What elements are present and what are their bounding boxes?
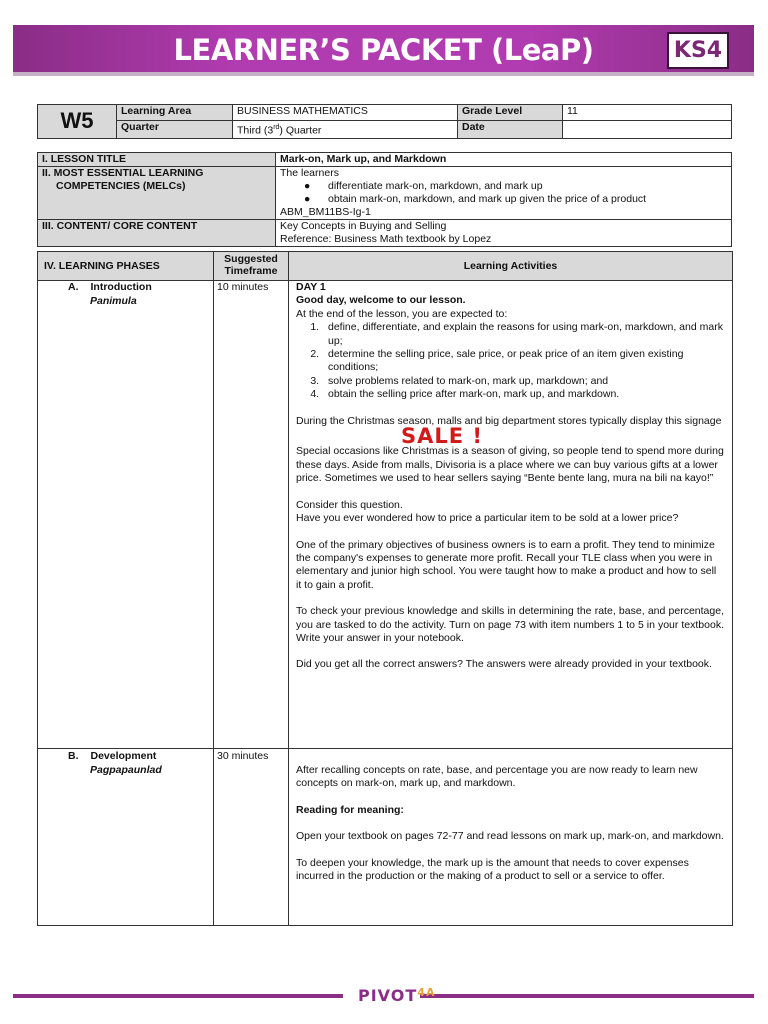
quarter-label: Quarter [117, 121, 233, 139]
content-value: Key Concepts in Buying and Selling Reference: Business Math textbook by Lopez [276, 220, 732, 247]
phase-header: IV. LEARNING PHASES [44, 260, 160, 272]
packet-title: LEARNER’S PACKET (LeaP) [173, 33, 594, 67]
footer-line-right [420, 994, 754, 998]
objective-item: 3. solve problems related to mark-on, mark up, markdown; and [322, 375, 724, 388]
objective-item: 2. determine the selling price, sale price, or peak price of an item given existing conditions; [322, 348, 724, 375]
intro-activities: DAY 1 Good day, welcome to our lesson. At the end of the lesson, you are expected to: 1. define, differentiate, and explain the reasons for using mark-on, markdown, and mark up; 2. determine the selling price, sale price, or peak price of an item given existing conditions; 3. solve problems related to mark-on, mark up, markdown; and 4. obtain the selling price after mark-on, mark up, and markdown. During the Christmas season, malls and big department stores typically display this signage SALE ! Special occasions like Christmas is a season of giving, so people tend to spend more during these days. Aside from malls, Divisoria is a place where we can buy various gifts at a lower price. Sometimes we used to hear sellers saying “Bente bente lang, mura na bili na kayo!” Consider this question. Have you ever wondered how to price a particular item to be sold at a lower price? One of the primary objectives of business owners is to earn a profit. They tend to minimize the company's expenses to generate more profit. Recall your TLE class when you were in elementary and junior high school. You were taught how to make a product and how to sell it to gain a profit. To check your previous knowledge and skills in determining the rate, base, and percentage, you are tasked to do the activity. Turn on page 73 with item numbers 1 to 5 in your textbook. Write your answer in your notebook. Did you get all the correct answers? The answers were already provided in your textbook. [296, 281, 724, 685]
content-label: III. CONTENT/ CORE CONTENT [38, 220, 276, 247]
intro-time: 10 minutes [217, 281, 269, 293]
pivot-logo: $PIVOT^{4A}$ [358, 986, 436, 1005]
learning-area-value: BUSINESS MATHEMATICS [233, 105, 458, 121]
dev-activities: After recalling concepts on rate, base, and percentage you are now ready to learn new concepts on mark-on, mark up, and markdown. Reading for meaning: Open your textbook on pages 72-77 and read lessons on mark up, mark-on, and markdown. To deepen your knowledge, the mark up is the amount that needs to cover expenses incurred in the production or the making of a product to sell or a service to offer. [296, 764, 724, 883]
melc-label: II. MOST ESSENTIAL LEARNING COMPETENCIES (MELCs) [38, 167, 276, 220]
lesson-title-label: I. LESSON TITLE [38, 153, 276, 167]
objective-item: 4. obtain the selling price after mark-on, mark up, and markdown. [322, 388, 724, 401]
dev-phase-local: Pagpapaunlad [90, 764, 162, 776]
grade-level-label: Grade Level [458, 105, 563, 121]
timeframe-header: Suggested Timeframe [224, 253, 278, 277]
ks4-badge: KS4 [667, 32, 729, 69]
learning-area-label: Learning Area [117, 105, 233, 121]
header-banner [13, 25, 754, 72]
week-label: W5 [38, 105, 117, 139]
footer-line-left [13, 994, 343, 998]
grade-level-value: 11 [563, 105, 732, 121]
lesson-table [37, 152, 732, 247]
objectives-list [296, 321, 724, 401]
lesson-title-value: Mark-on, Mark up, and Markdown [276, 153, 732, 167]
sale-sign: SALE ! [401, 424, 483, 449]
objective-item: 1. define, differentiate, and explain the reasons for using mark-on, markdown, and mark up; [322, 321, 724, 348]
learning-phases-table [37, 251, 733, 926]
melc-item: differentiate mark-on, markdown, and mark up [328, 180, 543, 192]
date-value[interactable] [563, 121, 732, 139]
intro-phase-name: A. Introduction [68, 281, 152, 293]
banner-shadow [13, 72, 754, 76]
quarter-value: Third (3rd) Quarter [233, 121, 458, 139]
dev-phase-name: B. Development [68, 750, 157, 762]
date-label: Date [458, 121, 563, 139]
melc-value: The learners ● differentiate mark-on, markdown, and mark up ● obtain mark-on, markdown, and mark up given the price of a product ABM_BM11BS-Ig-1 [276, 167, 732, 220]
info-table [37, 104, 732, 139]
intro-phase-local: Panimula [90, 295, 137, 307]
dev-time: 30 minutes [217, 750, 269, 762]
melc-item: obtain mark-on, markdown, and mark up given the price of a product [328, 193, 647, 205]
activities-header: Learning Activities [463, 260, 558, 272]
melc-code: ABM_BM11BS-Ig-1 [280, 206, 371, 218]
